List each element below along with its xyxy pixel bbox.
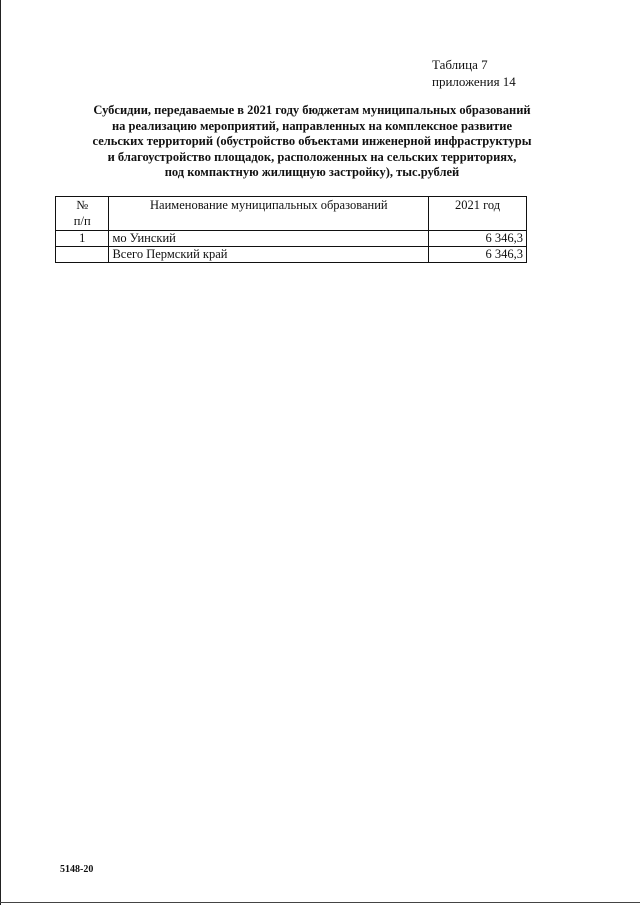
table-reference [432, 56, 516, 90]
subsidies-table [55, 196, 527, 263]
row-amount: 6 346,3 [429, 231, 527, 247]
title-line: под компактную жилищную застройку), тыс.рублей [164, 165, 460, 180]
header-year: 2021 год [429, 197, 527, 231]
document-title [60, 103, 564, 181]
title-line: Субсидии, передаваемые в 2021 году бюджетам муниципальных образований [93, 103, 531, 117]
document-code: 5148-20 [60, 864, 94, 875]
page-edge-bottom [0, 902, 640, 903]
row-amount: 6 346,3 [429, 247, 527, 263]
title-line: на реализацию мероприятий, направленных на комплексное развитие [111, 118, 513, 133]
title-line: сельских территорий (обустройство объектами инженерной инфраструктуры [92, 134, 532, 149]
title-line: и благоустройство площадок, расположенных на сельских территориях, [107, 149, 517, 164]
table-row [56, 231, 527, 247]
row-number [56, 247, 109, 263]
table-total-row [56, 247, 527, 263]
table-ref-line1: Таблица 7 [432, 57, 488, 72]
page-edge-left [0, 0, 1, 905]
header-number [56, 197, 109, 231]
row-municipality: Всего Пермский край [109, 247, 429, 263]
row-municipality: мо Уинский [109, 231, 429, 247]
row-number: 1 [56, 231, 109, 247]
header-number-line2: п/п [73, 214, 91, 228]
header-number-line1: № [76, 198, 89, 212]
header-municipality-name: Наименование муниципальных образований [109, 197, 429, 231]
table-ref-line2: приложения 14 [432, 74, 516, 89]
table-header-row [56, 197, 527, 231]
